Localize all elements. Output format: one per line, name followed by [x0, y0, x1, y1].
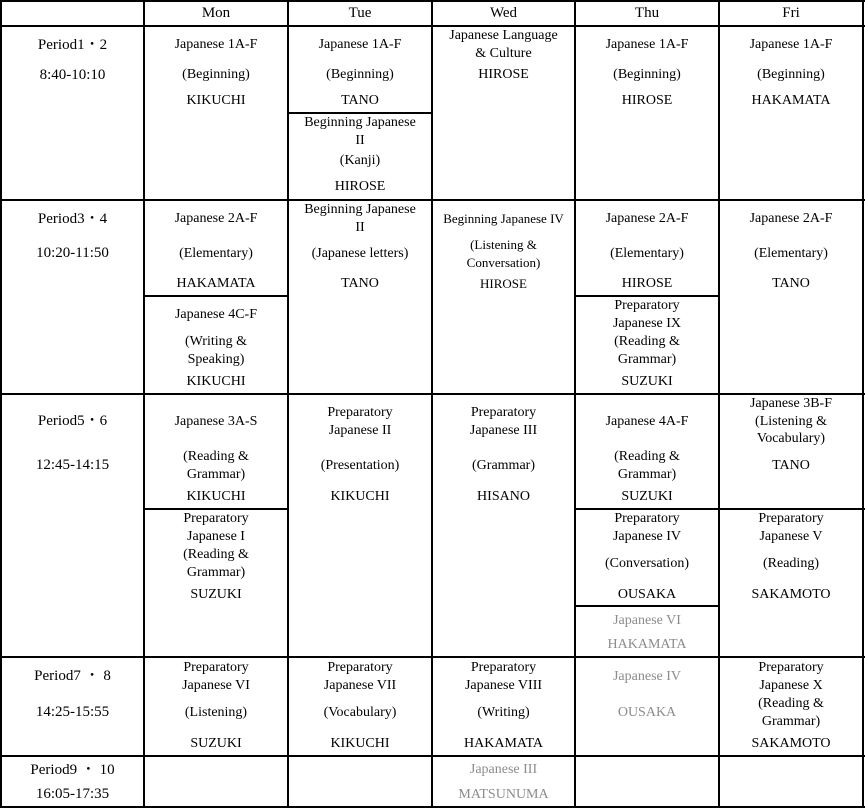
period-time: 12:45-14:15 — [35, 457, 110, 473]
period-label: Period9 ・ 10 — [30, 762, 115, 778]
rule — [575, 605, 720, 607]
course-subtitle: (Reading & — [183, 547, 249, 562]
course-teacher: TANO — [341, 93, 379, 108]
course-subtitle: (Beginning) — [757, 67, 825, 82]
course-teacher: HAKAMATA — [751, 93, 831, 108]
course-title: Japanese 2A-F — [605, 211, 689, 226]
course-title: Japanese 2A-F — [749, 211, 833, 226]
course-subtitle: (Reading & — [758, 696, 824, 711]
course-teacher: OUSAKA — [617, 705, 677, 720]
course-title: & Culture — [475, 46, 532, 61]
course-teacher: HAKAMATA — [464, 736, 543, 751]
course-title: Japanese III — [469, 423, 538, 438]
course-subtitle: (Reading & — [614, 449, 680, 464]
course-subtitle: Grammar) — [617, 467, 677, 482]
course-subtitle: (Kanji) — [339, 153, 381, 168]
course-subtitle: (Reading & — [183, 449, 249, 464]
course-teacher: SUZUKI — [621, 489, 673, 504]
course-teacher: OUSAKA — [617, 587, 677, 602]
course-title: Japanese 1A-F — [318, 37, 402, 52]
rule — [0, 0, 2, 808]
course-teacher: MATSUNUMA — [458, 787, 549, 802]
period-time: 16:05-17:35 — [35, 786, 110, 802]
course-subtitle: (Elementary) — [179, 246, 253, 261]
course-teacher: HIROSE — [621, 93, 673, 108]
course-teacher: SUZUKI — [190, 587, 242, 602]
course-subtitle: (Listening & — [470, 237, 537, 252]
course-title: Japanese IV — [612, 669, 682, 684]
course-teacher: KIKUCHI — [186, 489, 246, 504]
course-title: Japanese IV — [612, 529, 682, 544]
course-title: Preparatory — [327, 660, 393, 675]
course-title: Japanese VI — [182, 678, 250, 693]
course-title: Preparatory — [614, 298, 680, 313]
course-subtitle: (Beginning) — [182, 67, 250, 82]
course-subtitle: (Listening) — [184, 705, 248, 720]
day-header: Thu — [634, 5, 660, 21]
course-teacher: KIKUCHI — [330, 489, 390, 504]
period-time: 14:25-15:55 — [35, 704, 110, 720]
course-teacher: HIROSE — [621, 276, 673, 291]
course-title: Preparatory — [758, 511, 824, 526]
course-teacher: HAKAMATA — [607, 637, 687, 652]
course-subtitle: (Presentation) — [320, 458, 400, 473]
day-header: Tue — [348, 5, 372, 21]
period-time: 8:40-10:10 — [39, 67, 106, 83]
course-title: Japanese VIII — [464, 678, 543, 693]
course-title: Preparatory — [614, 511, 680, 526]
course-subtitle: (Writing) — [477, 705, 530, 720]
course-title: Japanese VI — [613, 613, 681, 628]
period-label: Period7 ・ 8 — [34, 668, 111, 684]
course-subtitle: Speaking) — [187, 352, 245, 367]
course-teacher: TANO — [772, 276, 810, 291]
course-title: II — [355, 133, 365, 148]
course-title: Japanese I — [187, 529, 245, 544]
course-title: Beginning Japanese IV — [443, 211, 564, 226]
course-title: Japanese IX — [612, 316, 682, 331]
period-label: Period5・6 — [37, 413, 108, 429]
course-subtitle: (Japanese letters) — [311, 246, 409, 261]
course-title: Japanese VII — [323, 678, 397, 693]
course-title: Preparatory — [183, 511, 249, 526]
course-subtitle: (Writing & — [184, 334, 248, 349]
course-subtitle: (Elementary) — [754, 246, 828, 261]
course-teacher: HAKAMATA — [176, 276, 256, 291]
course-title: Japanese Language — [449, 28, 558, 43]
rule — [574, 0, 576, 808]
course-title: Preparatory — [327, 405, 393, 420]
course-teacher: HISANO — [477, 489, 530, 504]
course-title: Preparatory — [470, 660, 537, 675]
course-teacher: HIROSE — [480, 276, 527, 291]
course-title: Beginning Japanese — [304, 115, 416, 130]
course-subtitle: (Conversation) — [605, 556, 689, 571]
rule — [144, 295, 289, 297]
period-label: Period3・4 — [37, 211, 108, 227]
day-header: Fri — [782, 5, 800, 21]
course-title: Japanese V — [759, 529, 823, 544]
course-teacher: HIROSE — [478, 67, 529, 82]
course-title: Japanese 1A-F — [174, 37, 258, 52]
course-title: Preparatory — [470, 405, 537, 420]
course-title: Japanese 4C-F — [174, 307, 258, 322]
course-teacher: SAKAMOTO — [751, 736, 831, 751]
course-subtitle: Grammar) — [617, 352, 677, 367]
course-title: Japanese 2A-F — [174, 211, 258, 226]
course-subtitle: (Listening & — [755, 414, 827, 429]
period-label: Period1・2 — [37, 37, 108, 53]
course-subtitle: (Beginning) — [326, 67, 394, 82]
course-subtitle: (Reading) — [763, 556, 819, 571]
course-subtitle: Conversation) — [466, 255, 541, 270]
course-teacher: TANO — [772, 458, 810, 473]
course-title: Japanese 3A-S — [174, 414, 258, 429]
course-title: Japanese 3B-F — [749, 396, 833, 411]
course-title: II — [355, 220, 365, 235]
course-title: Japanese II — [328, 423, 392, 438]
course-subtitle: Grammar) — [761, 714, 821, 729]
course-title: Preparatory — [183, 660, 249, 675]
course-teacher: KIKUCHI — [330, 736, 390, 751]
day-header: Wed — [489, 5, 518, 21]
course-teacher: HIROSE — [334, 179, 386, 194]
course-title: Japanese 1A-F — [605, 37, 689, 52]
course-title: Beginning Japanese — [304, 202, 416, 217]
course-subtitle: (Elementary) — [610, 246, 684, 261]
course-title: Japanese 1A-F — [749, 37, 833, 52]
course-subtitle: Grammar) — [186, 565, 246, 580]
course-teacher: SUZUKI — [621, 374, 673, 389]
course-subtitle: (Reading & — [614, 334, 680, 349]
course-teacher: SAKAMOTO — [751, 587, 831, 602]
course-subtitle: (Beginning) — [613, 67, 681, 82]
period-time: 10:20-11:50 — [36, 245, 109, 261]
course-title: Preparatory — [758, 660, 824, 675]
course-title: Japanese III — [469, 762, 538, 777]
course-teacher: KIKUCHI — [186, 374, 246, 389]
rule — [862, 0, 864, 808]
course-teacher: KIKUCHI — [186, 93, 246, 108]
course-title: Japanese X — [759, 678, 823, 693]
course-subtitle: (Vocabulary) — [323, 705, 397, 720]
course-subtitle: (Grammar) — [472, 458, 535, 473]
course-teacher: SUZUKI — [190, 736, 242, 751]
course-subtitle: Grammar) — [186, 467, 246, 482]
course-title: Japanese 4A-F — [605, 414, 689, 429]
course-subtitle: Vocabulary) — [756, 431, 826, 446]
day-header: Mon — [201, 5, 231, 21]
course-teacher: TANO — [341, 276, 379, 291]
